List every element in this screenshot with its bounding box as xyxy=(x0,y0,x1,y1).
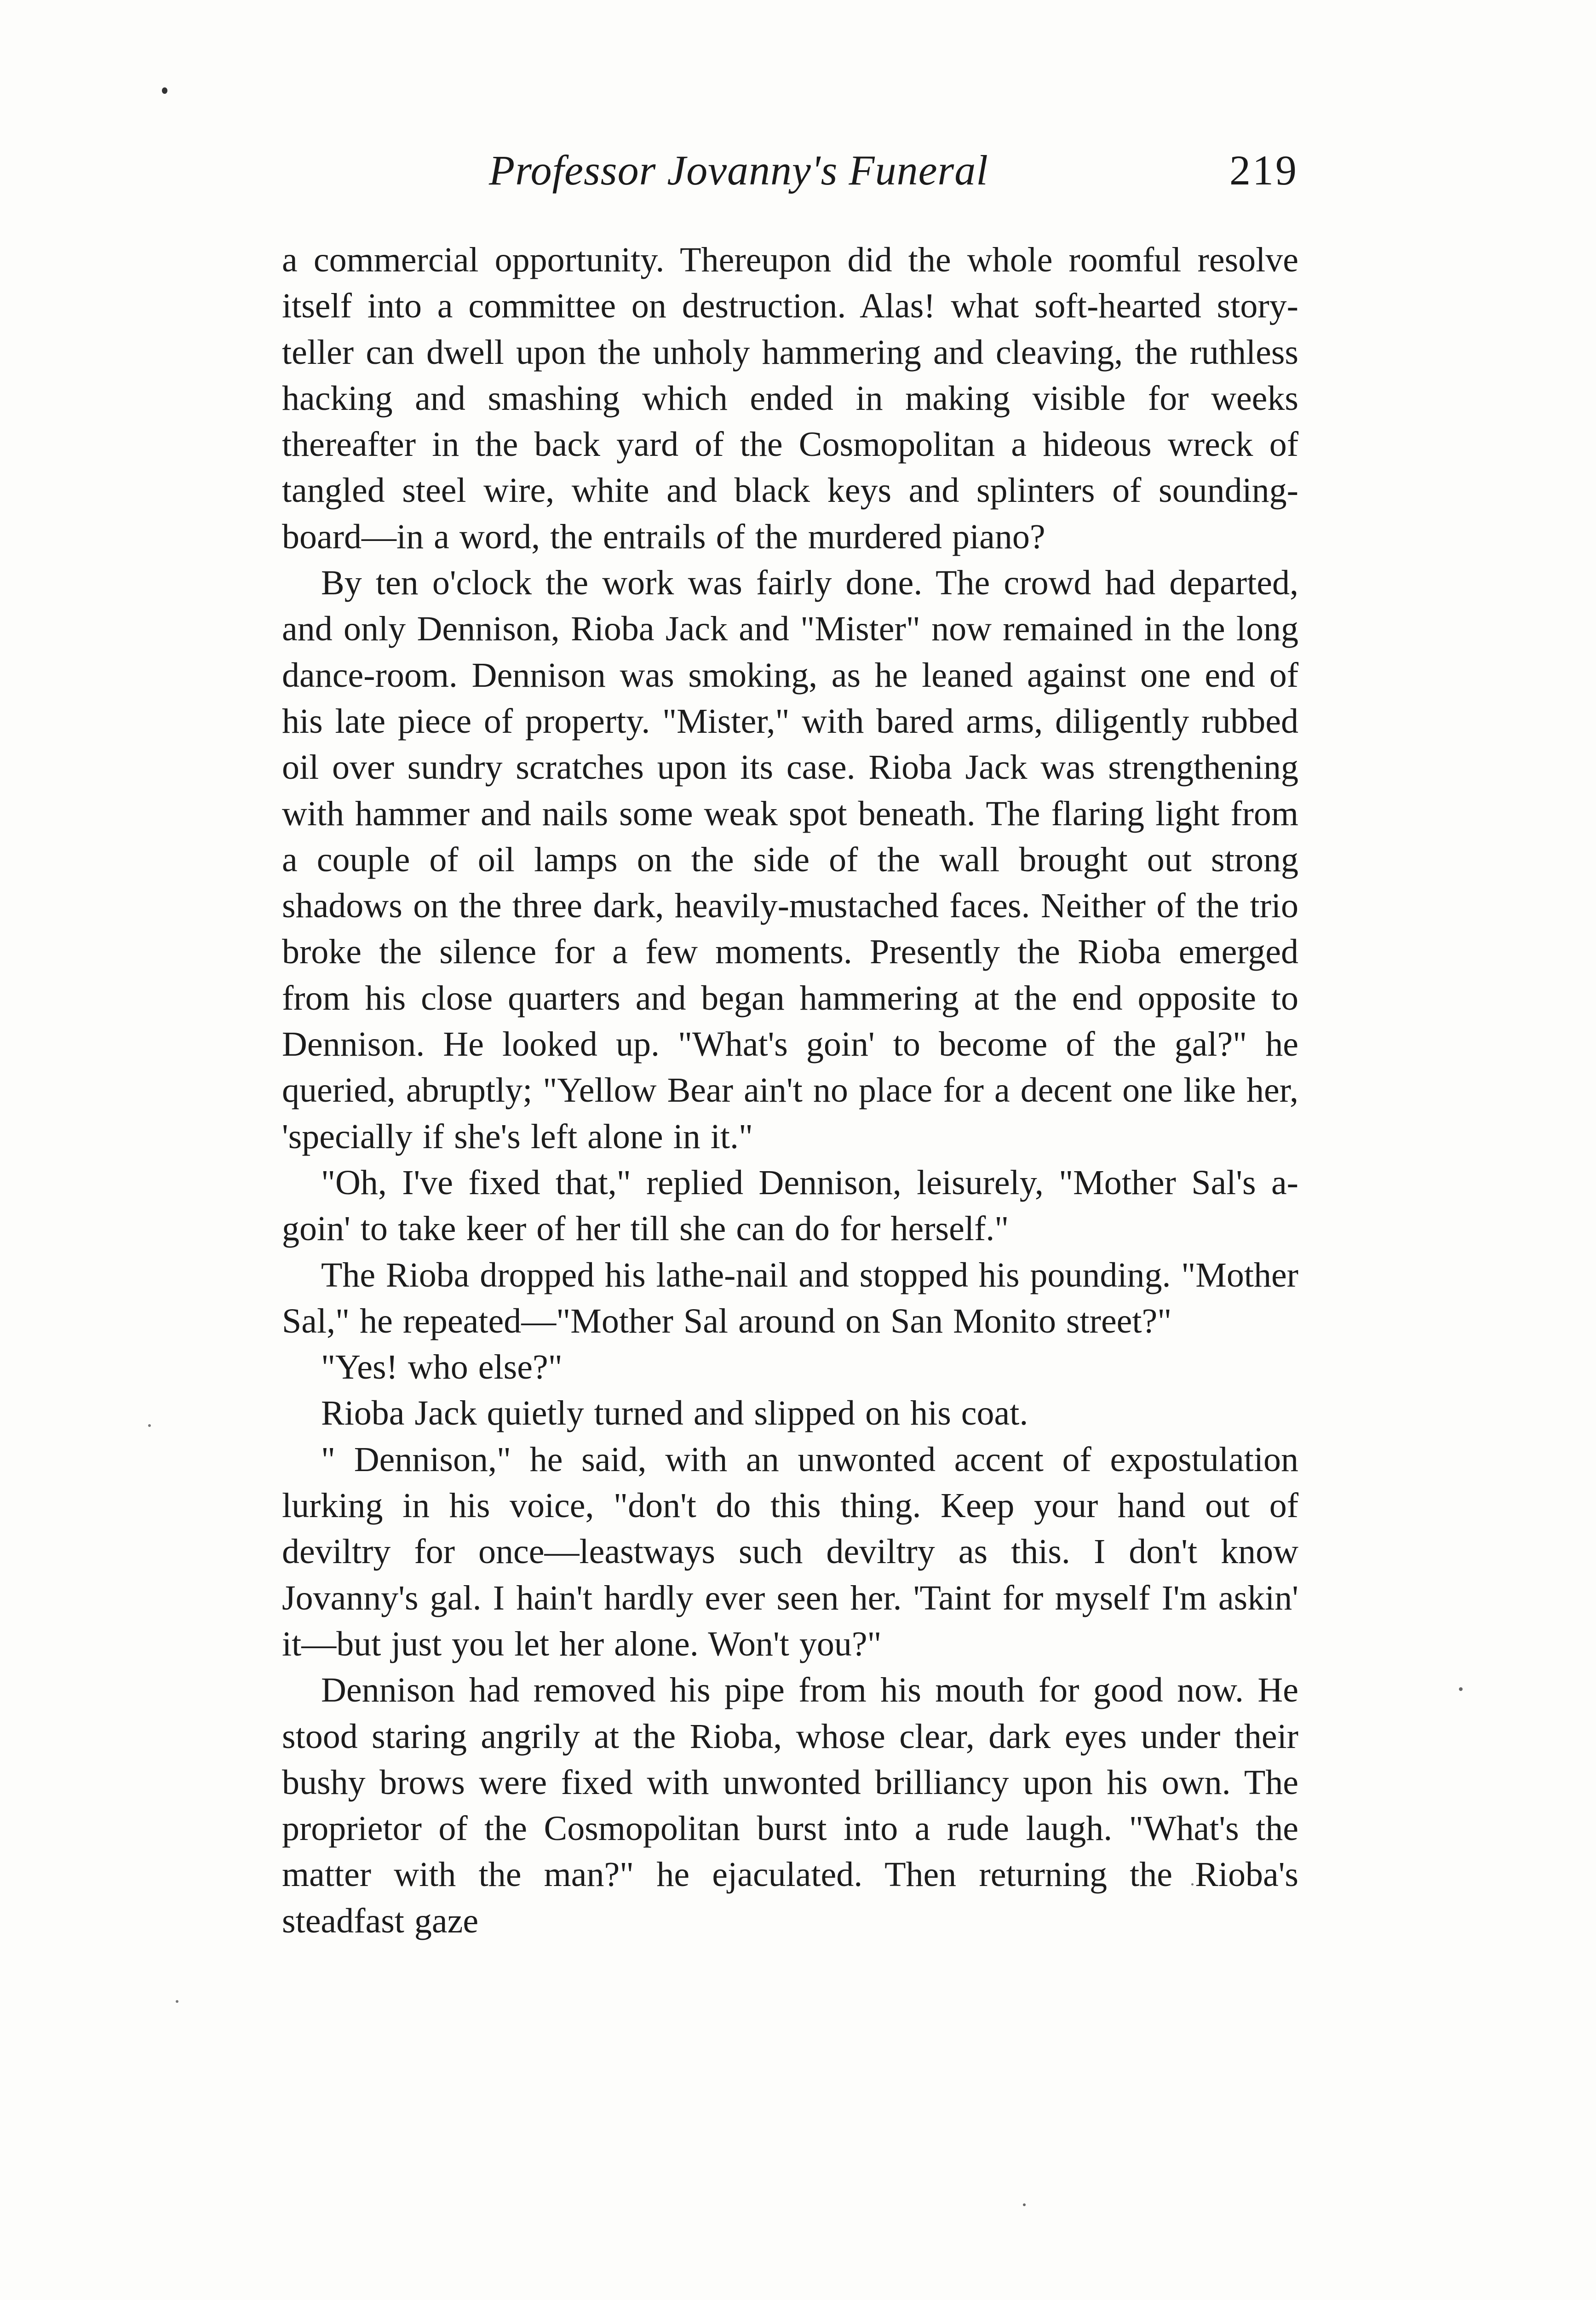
ink-speck xyxy=(1023,2203,1026,2206)
ink-speck xyxy=(148,1424,151,1427)
paragraph: "Yes! who else?" xyxy=(321,1348,563,1387)
ink-speck xyxy=(1459,1687,1463,1691)
ink-speck xyxy=(162,87,167,94)
ink-speck xyxy=(176,2000,178,2003)
paragraph: a commercial opportunity. Thereupon did the whole roomful resolve itself into a committee on destruction. Alas! what soft-hearted story-teller can dwell upon the unholy hammering and cleaving, the ruthless hacking and smashing which ended in making visible for weeks thereafter in the back yard of the Cosmopolitan a hideous wreck of tangled steel wire, white and black keys and splinters of sounding-board—in a word, the entrails of the murdered piano? xyxy=(282,241,1298,556)
running-title: Professor Jovanny's Funeral xyxy=(489,147,988,194)
paragraph: "Oh, I've fixed that," replied Dennison, leisurely, "Mother Sal's a-goin' to take keer of her till she can do for herself." xyxy=(282,1163,1298,1248)
paragraph: The Rioba dropped his lathe-nail and stopped his pounding. "Mother Sal," he repeated—"Mother Sal around on San Monito street?" xyxy=(282,1255,1298,1340)
paragraph: Dennison had removed his pipe from his mouth for good now. He stood staring angrily at the Rioba, whose clear, dark eyes under their bushy brows were fixed with unwonted brilliancy upon his own. The proprietor of the Cosmopolitan burst into a rude laugh. "What's the matter with the man?" he ejaculated. Then returning the Rioba's steadfast gaze xyxy=(282,1671,1298,1940)
paragraph: By ten o'clock the work was fairly done. The crowd had departed, and only Dennison, Rioba Jack and "Mister" now remained in the long dance-room. Dennison was smoking, as he leaned against one end of his late piece of property. "Mister," with bared arms, diligently rubbed oil over sundry scratches upon its case. Rioba Jack was strengthening with hammer and nails some weak spot beneath. The flaring light from a couple of oil lamps on the side of the wall brought out strong shadows on the three dark, heavily-mustached faces. Neither of the trio broke the silence for a few moments. Presently the Rioba emerged from his close quarters and began hammering at the end opposite to Dennison. He looked up. "What's goin' to become of the gal?" he queried, abruptly; "Yellow Bear ain't no place for a decent one like her, 'specially if she's left alone in it." xyxy=(282,564,1298,1156)
page-number: 219 xyxy=(1229,147,1298,194)
paragraph: " Dennison," he said, with an unwonted accent of expostulation lurking in his voice, "don't do this thing. Keep your hand out of deviltry for once—leastways such deviltry as this. I don't know Jovanny's gal. I hain't hardly ever seen her. 'Taint for myself I'm askin' it—but just you let her alone. Won't you?" xyxy=(282,1440,1298,1663)
page-header xyxy=(282,138,1298,202)
body-text xyxy=(282,237,1298,1944)
paragraph: Rioba Jack quietly turned and slipped on his coat. xyxy=(321,1394,1028,1433)
